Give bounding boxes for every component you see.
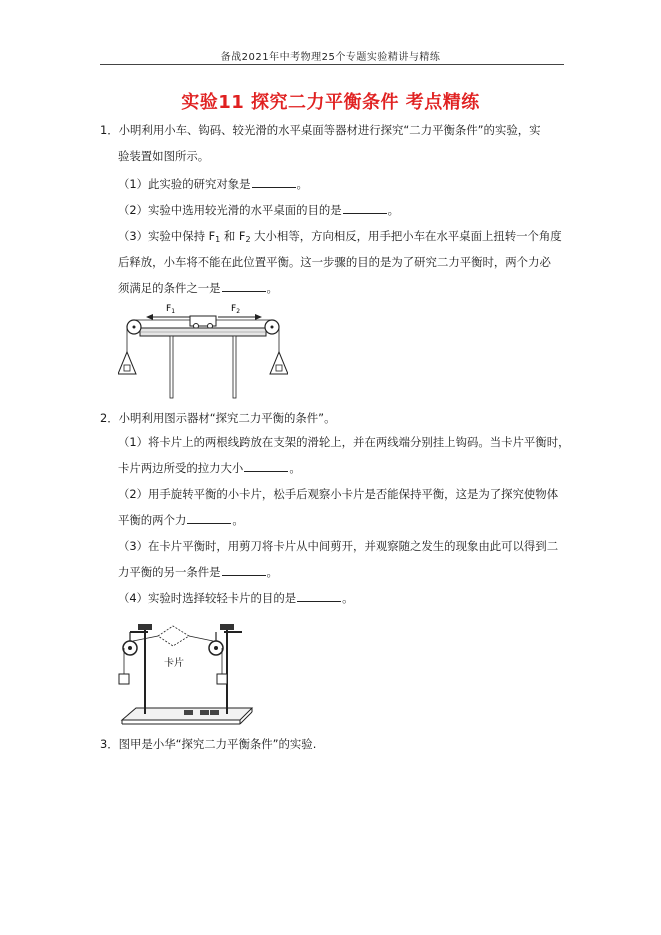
table-leg-left: [170, 336, 173, 398]
q1-stem: 小明利用小车、钩码、较光滑的水平桌面等器材进行探究“二力平衡条件”的实验，实: [118, 123, 541, 137]
q3-stem: 图甲是小华“探究二力平衡条件”的实验.: [118, 737, 317, 751]
q1-part3-sub2: 2: [245, 235, 251, 244]
q1-part1-text: （1）此实验的研究对象是: [118, 177, 251, 191]
force-f2-label: $F_2$: [231, 304, 241, 315]
q2-part2-line1: （2）用手旋转平衡的小卡片，松手后观察小卡片是否能保持平衡，这是为了探究使物体: [118, 487, 559, 501]
q1-part1-blank[interactable]: [252, 176, 296, 188]
q1-number: 1．: [100, 123, 119, 137]
q1-part3-text-b: 和 F: [220, 229, 246, 243]
q1-part2: [118, 202, 399, 218]
q2-part1-blank[interactable]: [244, 460, 288, 472]
q2-part2-blank[interactable]: [187, 512, 231, 524]
header-rule: [100, 64, 564, 65]
spare-weight-2: [200, 710, 209, 715]
q2-part2-line2-text: 平衡的两个力: [118, 513, 187, 527]
q1-part3-line3: [118, 280, 278, 296]
q1-part3-blank[interactable]: [222, 280, 266, 292]
q2-figure-card-apparatus: [118, 614, 254, 728]
q1-part3-line3-text: 须满足的条件之一是: [118, 281, 221, 295]
page-header: 备战2021年中考物理25个专题实验精讲与精练: [220, 52, 441, 63]
q2-part3-blank[interactable]: [222, 564, 266, 576]
q2-number: 2．: [100, 411, 119, 425]
q2-part4-text: （4）实验时选择较轻卡片的目的是: [118, 591, 297, 605]
q1-part1-end: 。: [296, 177, 308, 191]
q2-part3-line1: （3）在卡片平衡时，用剪刀将卡片从中间剪开，并观察随之发生的现象由此可以得到二: [118, 539, 559, 553]
q1-part3-text-c: 大小相等，方向相反，用手把小车在水平桌面上扭转一个角度: [250, 229, 562, 243]
q2-stem: 小明利用图示器材“探究二力平衡的条件”。: [118, 411, 336, 425]
q3-number: 3．: [100, 737, 119, 751]
q1-part2-end: 。: [387, 203, 400, 217]
q2-part1-line1: （1）将卡片上的两根线跨放在支架的滑轮上，并在两线端分别挂上钩码。当卡片平衡时，: [118, 435, 570, 449]
table-leg-right: [233, 336, 236, 398]
weight-left: [119, 674, 129, 684]
stand-right-clamp: [220, 624, 234, 630]
q2-part1-line2: [118, 460, 301, 476]
page-title: 实验11 探究二力平衡条件 考点精练: [181, 92, 480, 113]
q2-part1-end: 。: [289, 461, 301, 475]
q2-part3-end: 。: [266, 565, 278, 579]
q3-stem-line: [100, 736, 316, 752]
q1-part3-line1: [118, 228, 562, 248]
q1-part3-text-a: （3）实验中保持 F: [118, 229, 216, 243]
force-f1-label: $F_1$: [166, 304, 176, 315]
q1-part2-text: （2）实验中选用较光滑的水平桌面的目的是: [118, 203, 342, 217]
q2-part4-end: 。: [342, 591, 354, 605]
q1-stem-line2: 验装置如图所示。: [118, 149, 210, 163]
q2-part1-line2-text: 卡片两边所受的拉力大小: [118, 461, 244, 475]
force-f1-arrowhead: [146, 314, 153, 320]
spare-weight-3: [210, 710, 219, 715]
stand-left-clamp: [138, 624, 152, 630]
q1-part1: [118, 176, 308, 192]
q1-figure-cart-apparatus: [118, 296, 288, 400]
q2-part3-line2: [118, 564, 278, 580]
card: [158, 626, 189, 646]
q2-part4-blank[interactable]: [297, 590, 341, 602]
q1-part3-sub1: 1: [215, 235, 221, 244]
q2-part2-line2: [118, 512, 244, 528]
q2-part2-end: 。: [232, 513, 244, 527]
q2-part4: [118, 590, 354, 606]
card-label: 卡片: [164, 658, 184, 669]
q1-stem-line1: [100, 122, 541, 138]
q1-part2-blank[interactable]: [343, 202, 387, 214]
weight-right: [217, 674, 227, 684]
q1-part3-line2: 后释放，小车将不能在此位置平衡。这一步骤的目的是为了研究二力平衡时，两个力必: [118, 255, 551, 269]
q2-part3-line2-text: 力平衡的另一条件是: [118, 565, 221, 579]
force-f2-arrowhead: [255, 314, 262, 320]
q2-stem-line: [100, 410, 335, 426]
q1-part3-end: 。: [266, 281, 278, 295]
spare-weight-1: [184, 710, 193, 715]
